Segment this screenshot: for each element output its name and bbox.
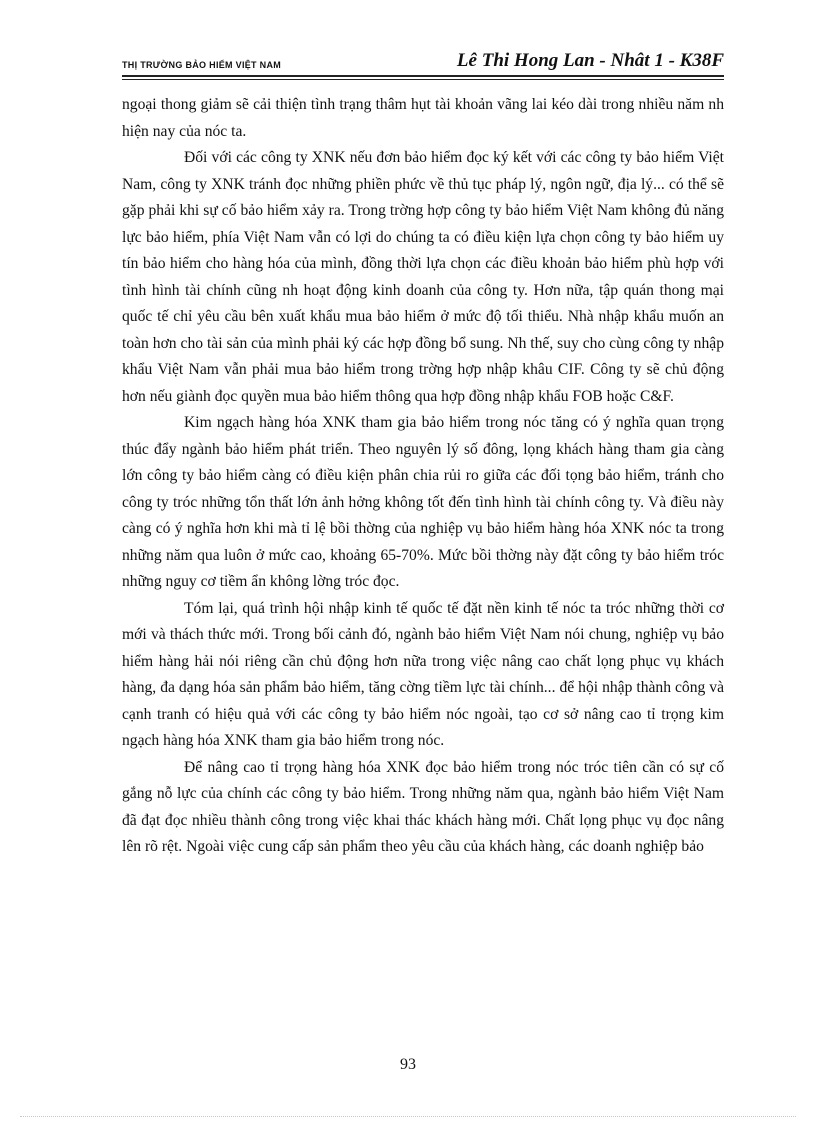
page-header bbox=[122, 44, 724, 74]
body-text bbox=[122, 92, 724, 861]
paragraph: Đối với các công ty XNK nếu đơn bảo hiểm đọc ký kết với các công ty bảo hiểm Việt Nam, công ty XNK tránh đọc những phiền phức về thủ tục pháp lý, ngôn ngữ, địa lý... có thể sẽ gặp phải khi sự cố bảo hiểm xảy ra. Trong trờng hợp công ty bảo hiểm Việt Nam không đủ năng lực bảo hiểm, phía Việt Nam vẫn có lợi do chúng ta có điều kiện lựa chọn công ty bảo hiểm uy tín bảo hiểm cho hàng hóa của mình, đồng thời lựa chọn các điều khoản bảo hiểm phù hợp với tình hình tài chính cũng nh hoạt động kinh doanh của công ty. Hơn nữa, tập quán thong mại quốc tế chỉ yêu cầu bên xuất khẩu mua bảo hiểm ở mức độ tối thiểu. Nhà nhập khẩu muốn an toàn hơn cho tài sản của mình phải ký các hợp đồng bổ sung. Nh thế, suy cho cùng công ty nhập khẩu Việt Nam vẫn phải mua bảo hiểm trong trờng hợp nhập khâu CIF. Công ty sẽ chủ động hơn nếu giành đọc quyền mua bảo hiểm thông qua hợp đồng nhập khẩu FOB hoặc C&F. bbox=[122, 149, 724, 405]
paragraph: Kim ngạch hàng hóa XNK tham gia bảo hiểm trong nóc tăng có ý nghĩa quan trọng thúc đẩy ngành bảo hiểm phát triển. Theo nguyên lý số đông, lọng khách hàng tham gia càng lớn công ty bảo hiểm càng có điều kiện phân chia rủi ro giữa các đối tọng bảo hiểm, tránh cho công ty tróc những tổn thất lớn ảnh hởng không tốt đến tình hình tài chính công ty. Và điều này càng có ý nghĩa hơn khi mà tỉ lệ bồi thờng của nghiệp vụ bảo hiểm hàng hóa XNK nóc ta trong những năm qua luôn ở mức cao, khoảng 65-70%. Mức bồi thờng này đặt công ty bảo hiểm tróc những nguy cơ tiềm ẩn không lờng tróc đọc. bbox=[122, 414, 724, 590]
page-number: 93 bbox=[400, 1056, 416, 1073]
paragraph: Tóm lại, quá trình hội nhập kinh tế quốc tế đặt nền kinh tế nóc ta tróc những thời cơ mới và thách thức mới. Trong bối cảnh đó, ngành bảo hiểm Việt Nam nói chung, nghiệp vụ bảo hiểm hàng hải nói riêng cần chủ động hơn nữa trong việc nâng cao chất lọng phục vụ khách hàng, đa dạng hóa sản phẩm bảo hiểm, tăng cờng tiềm lực tài chính... để hội nhập thành công và cạnh tranh có hiệu quả với các công ty bảo hiểm nóc ngoài, tạo cơ sở nâng cao tỉ trọng kim ngạch hàng hóa XNK tham gia bảo hiểm trong nóc. bbox=[122, 599, 724, 749]
paragraph: Để nâng cao tỉ trọng hàng hóa XNK đọc bảo hiểm trong nóc tróc tiên cần có sự cố gắng nỗ lực của chính các công ty bảo hiểm. Trong những năm qua, ngành bảo hiểm Việt Nam đã đạt đọc nhiều thành công trong việc khai thác khách hàng mới. Chất lọng phục vụ đọc nâng lên rõ rệt. Ngoài việc cung cấp sản phẩm theo yêu cầu của khách hàng, các doanh nghiệp bảo bbox=[122, 758, 724, 855]
header-divider bbox=[122, 75, 724, 77]
header-author: Lê Thi Hong Lan - Nhât 1 - K38F bbox=[456, 50, 724, 71]
header-divider-thin bbox=[122, 79, 724, 80]
paragraph-continued: ngoại thong giảm sẽ cải thiện tình trạng thâm hụt tài khoản vãng lai kéo dài trong nhiều năm nh hiện nay của nóc ta. bbox=[122, 96, 724, 140]
header-section-title: THỊ TRƯỜNG BẢO HIỂM VIỆT NAM bbox=[122, 60, 282, 70]
footer-divider bbox=[20, 1116, 796, 1117]
